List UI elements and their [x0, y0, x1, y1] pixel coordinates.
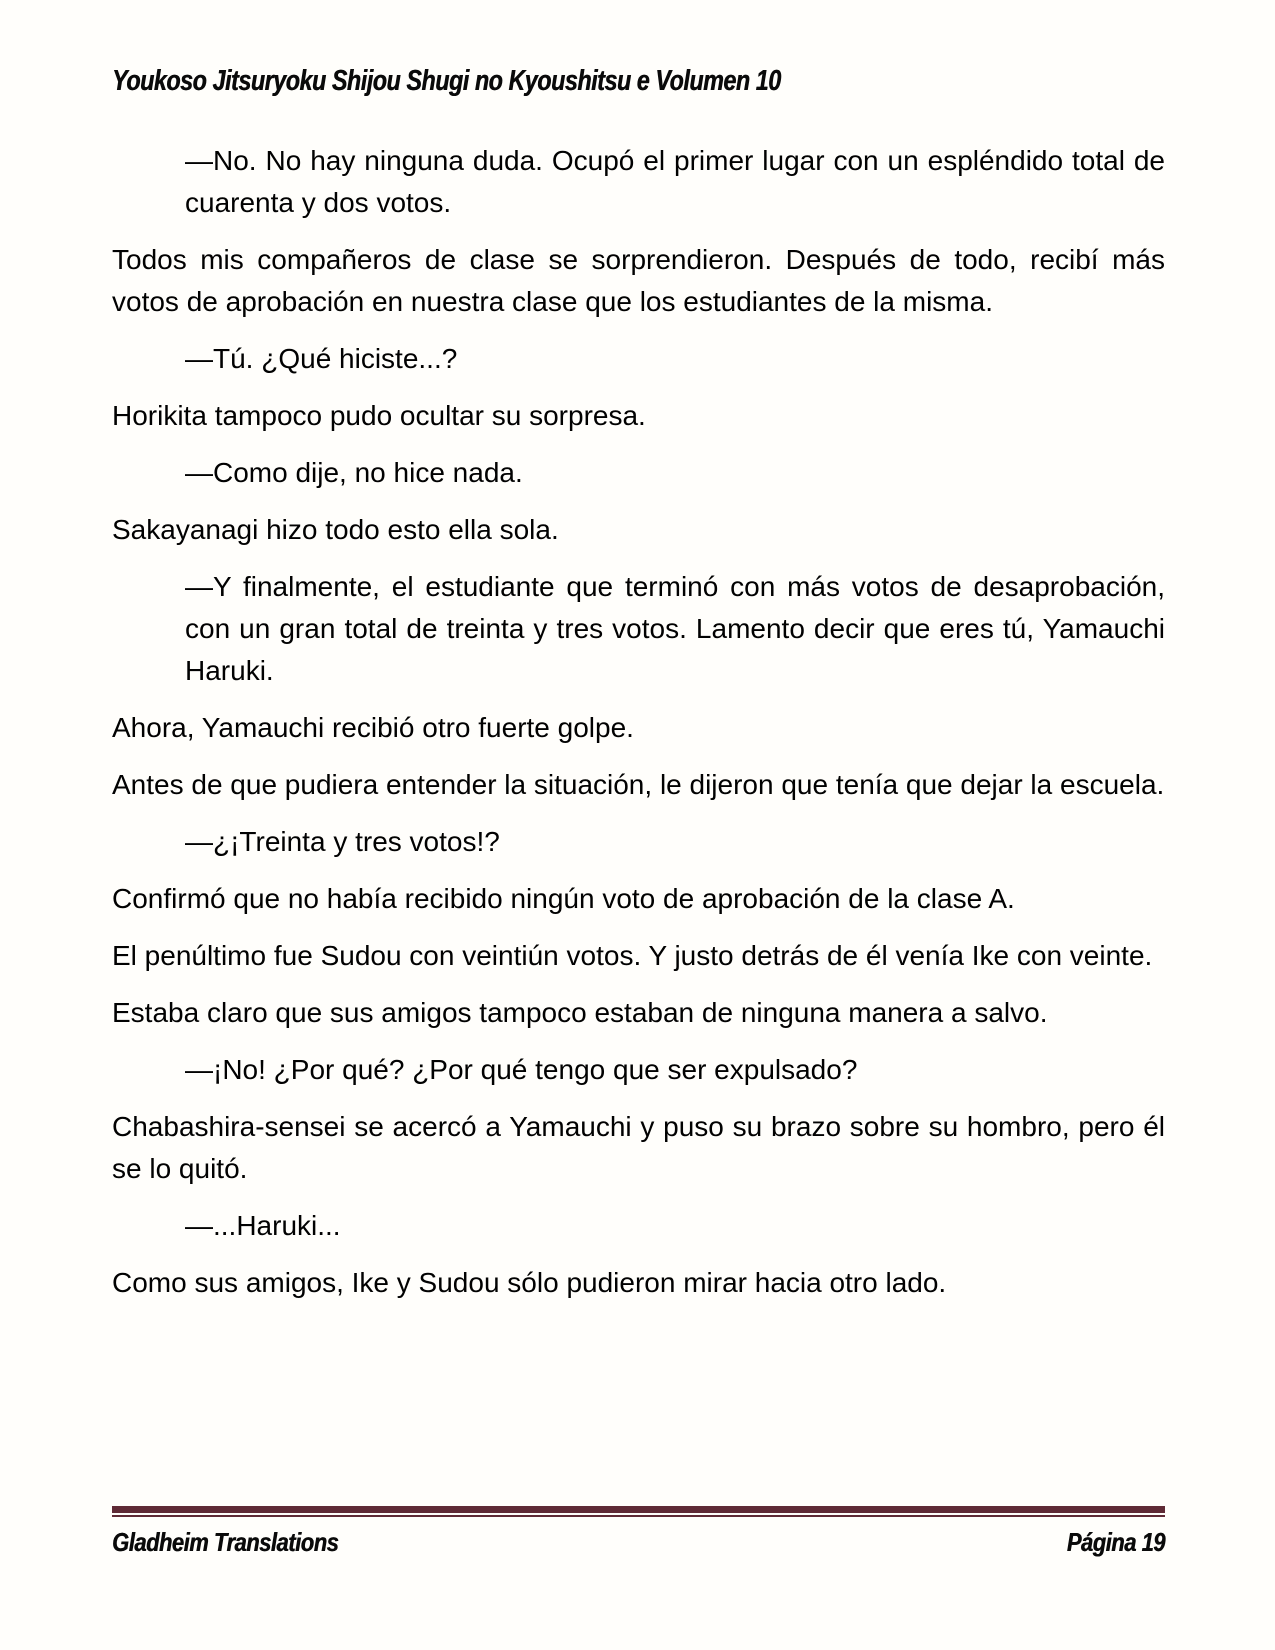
- paragraph-dialogue: —Como dije, no hice nada.: [185, 457, 523, 488]
- paragraph-narration: El penúltimo fue Sudou con veintiún votos. Y justo detrás de él venía Ike con veinte.: [112, 940, 1153, 971]
- page-number: Página 19: [1066, 1527, 1165, 1557]
- footer-row: [112, 1526, 1165, 1558]
- paragraph-narration: Confirmó que no había recibido ningún voto de aprobación de la clase A.: [112, 883, 1015, 914]
- paragraph-narration: Horikita tampoco pudo ocultar su sorpresa.: [112, 400, 646, 431]
- translator-credit: Gladheim Translations: [112, 1527, 339, 1557]
- paragraph-dialogue: —...Haruki...: [185, 1210, 341, 1241]
- paragraph-dialogue: —No. No hay ninguna duda. Ocupó el primer lugar con un espléndido total de cuarenta y dos votos.: [185, 145, 1165, 218]
- footer-rule-thin: [112, 1515, 1165, 1517]
- page-footer: [112, 1506, 1165, 1558]
- paragraph-dialogue: —Y finalmente, el estudiante que terminó con más votos de desaprobación, con un gran total de treinta y tres votos. Lamento decir que eres tú, Yamauchi Haruki.: [185, 571, 1165, 686]
- paragraph-narration: Estaba claro que sus amigos tampoco estaban de ninguna manera a salvo.: [112, 997, 1048, 1028]
- body-text: [112, 140, 1165, 1304]
- paragraph-narration: Como sus amigos, Ike y Sudou sólo pudieron mirar hacia otro lado.: [112, 1267, 947, 1298]
- paragraph-dialogue: —¿¡Treinta y tres votos!?: [185, 826, 500, 857]
- footer-rule-thick: [112, 1506, 1165, 1513]
- paragraph-narration: Antes de que pudiera entender la situación, le dijeron que tenía que dejar la escuela.: [112, 769, 1165, 800]
- paragraph-narration: Todos mis compañeros de clase se sorprendieron. Después de todo, recibí más votos de aprobación en nuestra clase que los estudiantes de la misma.: [112, 244, 1165, 317]
- paragraph-dialogue: —Tú. ¿Qué hiciste...?: [185, 343, 458, 374]
- paragraph-dialogue: —¡No! ¿Por qué? ¿Por qué tengo que ser expulsado?: [185, 1054, 858, 1085]
- page-header: [112, 62, 1165, 100]
- paragraph-narration: Chabashira-sensei se acercó a Yamauchi y puso su brazo sobre su hombro, pero él se lo quitó.: [112, 1111, 1165, 1184]
- page-content: [112, 0, 1165, 1319]
- volume-title: Youkoso Jitsuryoku Shijou Shugi no Kyoushitsu e Volumen 10: [112, 65, 781, 97]
- paragraph-narration: Sakayanagi hizo todo esto ella sola.: [112, 514, 559, 545]
- paragraph-narration: Ahora, Yamauchi recibió otro fuerte golpe.: [112, 712, 634, 743]
